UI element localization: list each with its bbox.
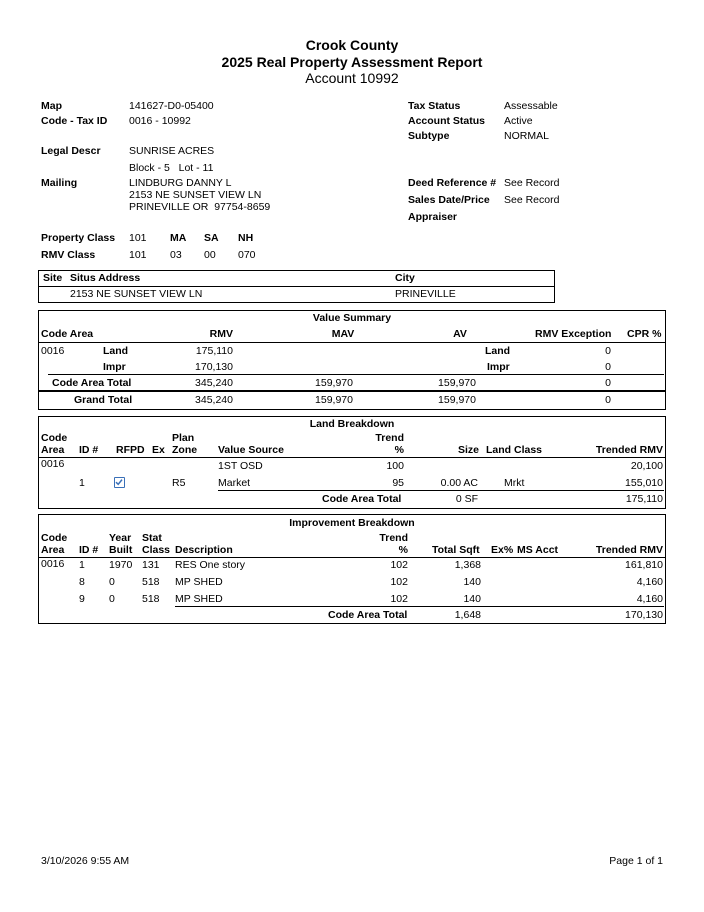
table-row-sqft: 140 bbox=[463, 576, 481, 588]
rfpd-checkbox[interactable] bbox=[114, 477, 125, 488]
value-summary-title: Value Summary bbox=[312, 312, 392, 324]
ib-total-line bbox=[175, 606, 664, 607]
table-row-description: MP SHED bbox=[175, 576, 223, 588]
lb-row1-value-source: 1ST OSD bbox=[218, 460, 263, 472]
lb-code-area: 0016 bbox=[41, 458, 65, 470]
situs-city: PRINEVILLE bbox=[395, 288, 456, 300]
vs-gt-av: 159,970 bbox=[438, 394, 476, 406]
vs-header-cpr: CPR % bbox=[627, 328, 662, 340]
vs-impr-rmv: 170,130 bbox=[195, 361, 233, 373]
situs-address: 2153 NE SUNSET VIEW LN bbox=[70, 288, 203, 300]
map-label: Map bbox=[41, 100, 62, 112]
vs-cat-exception: 0 bbox=[605, 377, 611, 389]
vs-code-area-total-label: Code Area Total bbox=[52, 377, 132, 389]
vs-land-label-right: Land bbox=[485, 345, 511, 357]
vs-cat-rmv: 345,240 bbox=[195, 377, 233, 389]
situs-address-header: Situs Address bbox=[70, 272, 141, 284]
ib-header-divider bbox=[38, 557, 666, 558]
table-row-trend: 102 bbox=[390, 559, 408, 571]
lb-row2-id: 1 bbox=[79, 477, 85, 489]
sa-label: SA bbox=[204, 232, 219, 244]
table-row-id: 9 bbox=[79, 593, 85, 605]
table-row-trend: 102 bbox=[390, 576, 408, 588]
ib-header-trend: Trend bbox=[379, 532, 408, 544]
print-timestamp: 3/10/2026 9:55 AM bbox=[41, 855, 130, 867]
lb-total-trended-rmv: 175,110 bbox=[625, 493, 663, 505]
checkmark-icon bbox=[115, 478, 123, 486]
ma-label: MA bbox=[170, 232, 187, 244]
appraiser-label: Appraiser bbox=[408, 211, 458, 223]
table-row-description: RES One story bbox=[175, 559, 246, 571]
ib-header-total-sqft: Total Sqft bbox=[432, 544, 480, 556]
improvement-breakdown-title: Improvement Breakdown bbox=[289, 517, 415, 529]
account-status-label: Account Status bbox=[408, 115, 486, 127]
table-row-year: 1970 bbox=[109, 559, 133, 571]
mailing-label: Mailing bbox=[41, 177, 78, 189]
ib-header-trended-rmv: Trended RMV bbox=[595, 544, 663, 556]
table-row-trended-rmv: 161,810 bbox=[625, 559, 663, 571]
lb-header-value-source: Value Source bbox=[218, 444, 284, 456]
vs-grand-total-line bbox=[38, 390, 666, 392]
table-row-sqft: 1,368 bbox=[454, 559, 481, 571]
table-row-trend: 102 bbox=[390, 593, 408, 605]
vs-header-rmv: RMV bbox=[209, 328, 233, 340]
property-class-value: 101 bbox=[129, 232, 147, 244]
ib-header-ex-pct: Ex% bbox=[491, 544, 514, 556]
ib-header-ms-acct: MS Acct bbox=[517, 544, 559, 556]
table-row-trended-rmv: 4,160 bbox=[636, 593, 663, 605]
vs-code-area: 0016 bbox=[41, 345, 65, 357]
table-row-year: 0 bbox=[109, 576, 115, 588]
lb-row2-trended-rmv: 155,010 bbox=[625, 477, 663, 489]
lb-total-size: 0 SF bbox=[455, 493, 478, 505]
ma-value: 03 bbox=[170, 249, 182, 261]
lb-header-rfpd: RFPD bbox=[116, 444, 145, 456]
vs-header-mav: MAV bbox=[331, 328, 355, 340]
mailing-line-3: PRINEVILLE OR 97754-8659 bbox=[129, 201, 271, 213]
vs-land-label: Land bbox=[103, 345, 129, 357]
lb-row2-land-class: Mrkt bbox=[504, 477, 525, 489]
ib-header-area: Area bbox=[41, 544, 65, 556]
vs-impr-label: Impr bbox=[103, 361, 126, 373]
deed-label: Deed Reference # bbox=[408, 177, 497, 189]
vs-gt-rmv: 345,240 bbox=[195, 394, 233, 406]
vs-header-divider bbox=[38, 342, 666, 343]
mailing-line-1: LINDBURG DANNY L bbox=[129, 177, 232, 189]
lb-header-id: ID # bbox=[79, 444, 99, 456]
lb-header-code: Code bbox=[41, 432, 68, 444]
ib-total-trended-rmv: 170,130 bbox=[625, 609, 663, 621]
subtype-label: Subtype bbox=[408, 130, 450, 142]
lb-row1-trended-rmv: 20,100 bbox=[630, 460, 663, 472]
code-taxid-value: 0016 - 10992 bbox=[129, 115, 191, 127]
vs-subtotal-line bbox=[48, 374, 664, 375]
tax-status-value: Assessable bbox=[504, 100, 558, 112]
lb-row2-trend: 95 bbox=[392, 477, 404, 489]
ib-total-sqft: 1,648 bbox=[454, 609, 481, 621]
ib-header-id: ID # bbox=[79, 544, 99, 556]
vs-land-rmv: 175,110 bbox=[195, 345, 233, 357]
vs-cat-av: 159,970 bbox=[438, 377, 476, 389]
lb-row2-size: 0.00 AC bbox=[440, 477, 478, 489]
vs-impr-label-right: Impr bbox=[487, 361, 510, 373]
lb-header-zone: Zone bbox=[172, 444, 198, 456]
table-row-sqft: 140 bbox=[463, 593, 481, 605]
land-breakdown-title: Land Breakdown bbox=[309, 418, 395, 430]
lb-row1-trend: 100 bbox=[386, 460, 404, 472]
table-row-id: 8 bbox=[79, 576, 85, 588]
situs-site-header: Site bbox=[43, 272, 63, 284]
vs-header-rmv-exception: RMV Exception bbox=[535, 328, 612, 340]
legal-label: Legal Descr bbox=[41, 145, 101, 157]
lb-header-divider bbox=[38, 457, 666, 458]
vs-grand-total-label: Grand Total bbox=[74, 394, 133, 406]
ib-header-pct: % bbox=[398, 544, 408, 556]
lb-header-ex: Ex bbox=[152, 444, 165, 456]
map-value: 141627-D0-05400 bbox=[129, 100, 214, 112]
lb-header-trended-rmv: Trended RMV bbox=[595, 444, 663, 456]
page-number: Page 1 of 1 bbox=[609, 855, 663, 867]
rmv-class-label: RMV Class bbox=[41, 249, 96, 261]
lb-row2-value-source: Market bbox=[218, 477, 251, 489]
table-row-class: 131 bbox=[142, 559, 160, 571]
legal-value-1: SUNRISE ACRES bbox=[129, 145, 215, 157]
property-class-label: Property Class bbox=[41, 232, 116, 244]
ib-header-stat: Stat bbox=[142, 532, 162, 544]
report-title: 2025 Real Property Assessment Report bbox=[221, 54, 483, 70]
sales-label: Sales Date/Price bbox=[408, 194, 490, 206]
table-row-year: 0 bbox=[109, 593, 115, 605]
lb-row2-zone: R5 bbox=[172, 477, 186, 489]
subtype-value: NORMAL bbox=[504, 130, 549, 142]
lb-header-size: Size bbox=[458, 444, 480, 456]
lb-header-land-class: Land Class bbox=[486, 444, 543, 456]
table-row-description: MP SHED bbox=[175, 593, 223, 605]
situs-city-header: City bbox=[395, 272, 415, 284]
legal-value-2: Block - 5 Lot - 11 bbox=[129, 162, 214, 174]
ib-header-built: Built bbox=[109, 544, 133, 556]
vs-impr-exception: 0 bbox=[605, 361, 611, 373]
vs-header-code-area: Code Area bbox=[41, 328, 94, 340]
ib-header-year: Year bbox=[109, 532, 132, 544]
account-number: Account 10992 bbox=[305, 70, 399, 86]
lb-total-line bbox=[218, 490, 664, 491]
vs-gt-mav: 159,970 bbox=[315, 394, 353, 406]
situs-divider bbox=[38, 286, 555, 287]
tax-status-label: Tax Status bbox=[408, 100, 461, 112]
vs-header-av: AV bbox=[453, 328, 467, 340]
table-row-trended-rmv: 4,160 bbox=[636, 576, 663, 588]
table-row-id: 1 bbox=[79, 559, 85, 571]
vs-land-exception: 0 bbox=[605, 345, 611, 357]
account-status-value: Active bbox=[504, 115, 533, 127]
deed-value: See Record bbox=[504, 177, 560, 189]
table-row-class: 518 bbox=[142, 576, 160, 588]
sales-value: See Record bbox=[504, 194, 560, 206]
table-row-class: 518 bbox=[142, 593, 160, 605]
vs-gt-exception: 0 bbox=[605, 394, 611, 406]
vs-cat-mav: 159,970 bbox=[315, 377, 353, 389]
nh-label: NH bbox=[238, 232, 254, 244]
lb-header-area: Area bbox=[41, 444, 65, 456]
sa-value: 00 bbox=[204, 249, 216, 261]
lb-header-pct: % bbox=[394, 444, 404, 456]
mailing-line-2: 2153 NE SUNSET VIEW LN bbox=[129, 189, 262, 201]
ib-header-description: Description bbox=[175, 544, 233, 556]
ib-header-code: Code bbox=[41, 532, 68, 544]
ib-header-class: Class bbox=[142, 544, 171, 556]
rmv-class-value: 101 bbox=[129, 249, 147, 261]
ib-code-area: 0016 bbox=[41, 558, 65, 570]
nh-value: 070 bbox=[238, 249, 256, 261]
lb-header-trend: Trend bbox=[375, 432, 404, 444]
county-name: Crook County bbox=[305, 37, 399, 53]
code-taxid-label: Code - Tax ID bbox=[41, 115, 108, 127]
ib-code-area-total-label: Code Area Total bbox=[328, 609, 408, 621]
lb-header-plan: Plan bbox=[172, 432, 195, 444]
lb-code-area-total-label: Code Area Total bbox=[322, 493, 402, 505]
